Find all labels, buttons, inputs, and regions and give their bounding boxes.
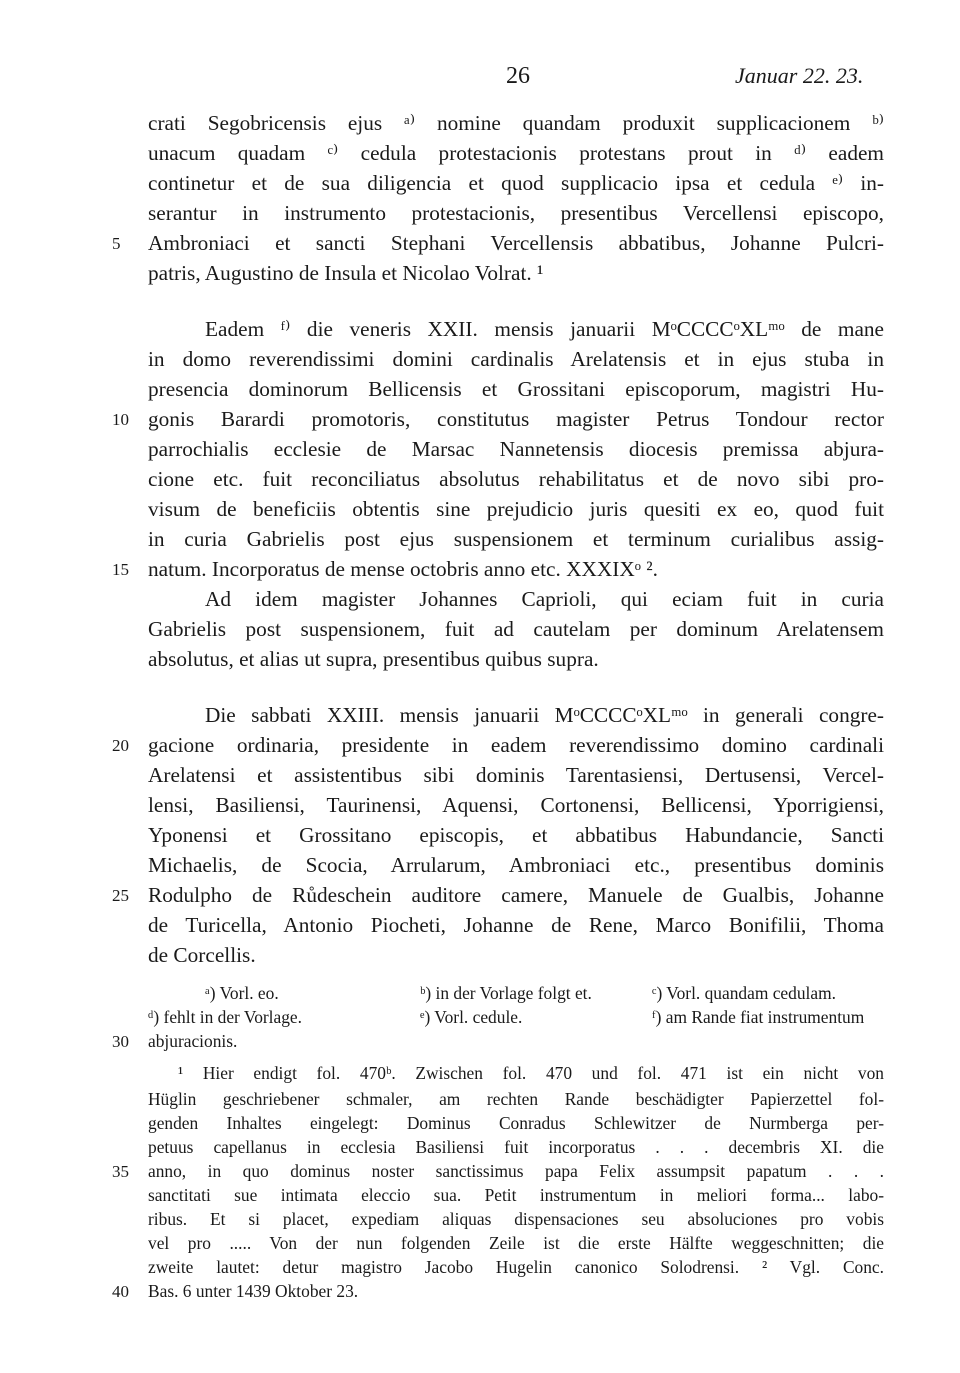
text-line: de Turicella, Antonio Piocheti, Johanne de Rene, Marco Bonifilii, Thoma: [148, 913, 884, 937]
apparatus-note: ᵃ) Vorl. eo.: [205, 983, 279, 1003]
text-line: absolutus, et alias ut supra, presentibus quibus supra.: [148, 647, 599, 671]
text-line: gacione ordinaria, presidente in eadem reverendissimo domino cardinali: [148, 733, 884, 757]
footnote-line: ribus. Et si placet, expediam aliquas dispensaciones seu absoluciones pro vobis: [148, 1209, 884, 1229]
line-number: 10: [112, 410, 129, 429]
footnote-line: petuus capellanus in ecclesia Basiliensi fuit incorporatus . . . decembris XI. die: [148, 1137, 884, 1157]
apparatus-note: ᶠ) am Rande fiat instrumentum: [652, 1007, 865, 1027]
text-line: crati Segobricensis ejus ᵃ⁾ nomine quandam produxit supplicacionem ᵇ⁾: [148, 111, 884, 135]
line-number: 25: [112, 886, 129, 905]
apparatus-note: abjuracionis.: [148, 1031, 238, 1051]
text-line: presencia dominorum Bellicensis et Grossitani episcoporum, magistri Hu-: [148, 377, 884, 401]
text-line: serantur in instrumento protestacionis, presentibus Vercellensi episcopo,: [148, 201, 884, 225]
apparatus-note: ᵈ) fehlt in der Vorlage.: [148, 1007, 302, 1027]
text-line: gonis Barardi promotoris, constitutus magister Petrus Tondour rector: [148, 407, 884, 431]
line-number: 30: [112, 1032, 129, 1051]
footnote-line: ¹ Hier endigt fol. 470ᵇ. Zwischen fol. 470 und fol. 471 ist ein nicht von: [178, 1063, 884, 1083]
text-line: Ambroniaci et sancti Stephani Vercellensis abbatibus, Johanne Pulcri-: [148, 231, 884, 255]
running-title: Januar 22. 23.: [735, 63, 864, 88]
page-number: 26: [506, 63, 530, 89]
text-line: in domo reverendissimi domini cardinalis Arelatensis et in ejus stuba in: [148, 347, 884, 371]
apparatus-note: ᵉ) Vorl. cedule.: [420, 1007, 523, 1027]
text-line: Ad idem magister Johannes Caprioli, qui eciam fuit in curia: [205, 587, 884, 611]
footnote-line: vel pro ..... Von der nun folgenden Zeile ist die erste Hälfte weggeschnitten; die: [148, 1233, 884, 1253]
text-line: Gabrielis post suspensionem, fuit ad cautelam per dominum Arelatensem: [148, 617, 884, 641]
text-line: natum. Incorporatus de mense octobris anno etc. XXXIXᵒ ².: [148, 557, 658, 581]
text-line: Eadem ᶠ⁾ die veneris XXII. mensis januarii MᵒCCCCᵒXLᵐᵒ de mane: [205, 317, 884, 341]
apparatus-row: [0, 982, 960, 1004]
text-line: in curia Gabrielis post ejus suspensionem et terminum curialibus assig-: [148, 527, 884, 551]
footnote-line: zweite lautet: detur magistro Jacobo Hugelin canonico Solodrensi. ² Vgl. Conc.: [148, 1257, 884, 1277]
line-number: 35: [112, 1162, 129, 1181]
footnote-line: Bas. 6 unter 1439 Oktober 23.: [148, 1281, 359, 1301]
text-line: de Corcellis.: [148, 943, 256, 967]
line-number: 40: [112, 1282, 129, 1301]
footnote-line: sanctitati sue intimata eleccio sua. Petit instrumentum in meliori forma... labo-: [148, 1185, 884, 1205]
line-number: 15: [112, 560, 129, 579]
footnote-line: anno, in quo dominus noster sanctissimus papa Felix assumpsit papatum . . .: [148, 1161, 884, 1181]
text-line: continetur et de sua diligencia et quod supplicacio ipsa et cedula ᵉ⁾ in-: [148, 171, 884, 195]
text-line: patris, Augustino de Insula et Nicolao Volrat. ¹: [148, 261, 544, 285]
footnote-line: Hüglin geschriebener schmaler, am rechten Rande beschädigter Papierzettel fol-: [148, 1089, 884, 1109]
text-line: Arelatensi et assistentibus sibi dominis Tarentasiensi, Dertusensi, Vercel-: [148, 763, 884, 787]
text-line: cione etc. fuit reconciliatus absolutus rehabilitatus et de novo sibi pro-: [148, 467, 884, 491]
apparatus-note: ᵇ) in der Vorlage folgt et.: [420, 983, 592, 1003]
text-line: visum de beneficiis obtentis sine prejudicio juris quesiti ex eo, quod fuit: [148, 497, 884, 521]
text-line: Yponensi et Grossitano episcopis, et abbatibus Habundancie, Sancti: [148, 823, 884, 847]
apparatus-row: [0, 1006, 960, 1028]
apparatus-note: ᶜ) Vorl. quandam cedulam.: [652, 983, 836, 1003]
text-line: lensi, Basiliensi, Taurinensi, Aquensi, Cortonensi, Bellicensi, Yporrigiensi,: [148, 793, 884, 817]
page-header: [0, 63, 960, 93]
text-line: Rodulpho de Růdeschein auditore camere, Manuele de Gualbis, Johanne: [148, 883, 884, 907]
text-line: Die sabbati XXIII. mensis januarii MᵒCCCCᵒXLᵐᵒ in generali congre-: [205, 703, 884, 727]
footnote-line: genden Inhaltes eingelegt: Dominus Conradus Schlewitzer de Nurmberga per-: [148, 1113, 884, 1133]
line-number: 5: [112, 234, 121, 253]
text-line: parrochialis ecclesie de Marsac Nannetensis diocesis premissa abjura-: [148, 437, 884, 461]
text-line: unacum quadam ᶜ⁾ cedula protestacionis protestans prout in ᵈ⁾ eadem: [148, 141, 884, 165]
line-number: 20: [112, 736, 129, 755]
text-line: Michaelis, de Scocia, Arrularum, Ambroniaci etc., presentibus dominis: [148, 853, 884, 877]
